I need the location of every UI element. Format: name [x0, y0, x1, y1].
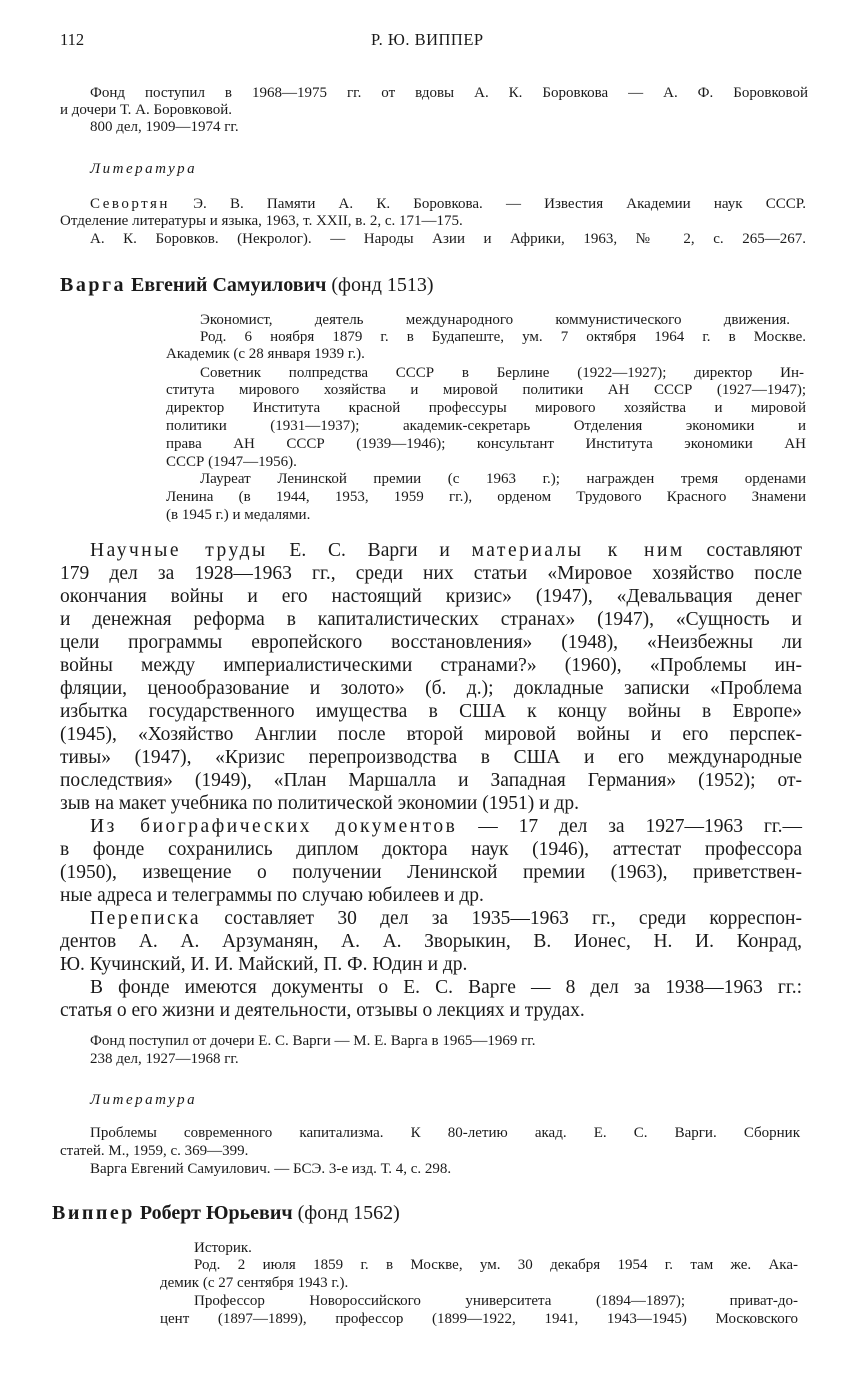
- running-title: Р. Ю. ВИППЕР: [371, 30, 484, 49]
- body-line: ные адреса и телеграммы по случаю юбилеев и др.: [60, 885, 484, 906]
- bio-line: демик (с 27 сентября 1943 г.).: [160, 1275, 349, 1291]
- body-line: фляции, ценообразование и золото» (б. д.); докладные записки «Проблема: [60, 678, 802, 699]
- body-text: — 17 дел за 1927—1963 гг.—: [457, 816, 802, 837]
- fund-note-line: 800 дел, 1909—1974 гг.: [90, 119, 239, 135]
- body-line: последствия» (1949), «План Маршалла и Западная Германия» (1952); от-: [60, 770, 802, 791]
- literature-entry: Отделение литературы и языка, 1963, т. XXII, в. 2, с. 171—175.: [60, 213, 463, 229]
- spaced-term: Научные труды: [90, 540, 268, 561]
- body-text: составляет 30 дел за 1935—1963 гг., среди корреспон-: [201, 908, 802, 929]
- body-line: окончания войны и его настоящий кризис» (1947), «Девальвация денег: [60, 586, 802, 607]
- body-line: зыв на макет учебника по политической экономии (1951) и др.: [60, 793, 579, 814]
- body-line: статья о его жизни и деятельности, отзывы о лекциях и трудах.: [60, 1000, 585, 1021]
- surname-spaced: Варга: [60, 274, 127, 296]
- literature-entry: Варга Евгений Самуилович. — БСЭ. 3-е изд. Т. 4, с. 298.: [90, 1161, 452, 1177]
- body-line: войны между империалистическими странами?» (1960), «Проблемы ин-: [60, 655, 802, 676]
- literature-entry: [90, 197, 806, 212]
- body-text: Е. С. Варги и: [267, 540, 472, 561]
- fund-note-line: Фонд поступил от дочери Е. С. Варги — М. Е. Варга в 1965—1969 гг.: [90, 1033, 536, 1049]
- body-line: цели программы европейского восстановления» (1948), «Неизбежны ли: [60, 632, 802, 653]
- literature-entry: А. К. Боровков. (Некролог). — Народы Азии и Африки, 1963, № 2, с. 265—267.: [90, 231, 806, 247]
- fund-number: (фонд 1562): [292, 1202, 400, 1224]
- body-line: (1945), «Хозяйство Англии после второй мировой войны и его перспек-: [60, 724, 802, 745]
- fund-note-line: 238 дел, 1927—1968 гг.: [90, 1051, 239, 1067]
- spaced-term: материалы к ним: [471, 540, 685, 561]
- bio-line: ститута мирового хозяйства и мировой политики АН СССР (1927—1947);: [166, 382, 806, 398]
- body-line: и денежная реформа в капиталистических странах» (1947), «Сущность и: [60, 609, 802, 630]
- author-spaced: Севортян: [90, 196, 170, 212]
- bio-line: директор Института красной профессуры мирового хозяйства и мировой: [166, 400, 806, 416]
- literature-heading: Литература: [90, 161, 198, 177]
- body-line: (1950), извещение о получении Ленинской премии (1963), приветствен-: [60, 862, 802, 883]
- body-line: [90, 541, 802, 561]
- body-line: в фонде сохранились диплом доктора наук (1946), аттестат профессора: [60, 839, 802, 860]
- bio-line: Академик (с 28 января 1939 г.).: [166, 346, 365, 362]
- bio-line: Род. 2 июля 1859 г. в Москве, ум. 30 декабря 1954 г. там же. Ака-: [194, 1257, 798, 1273]
- fund-note-line: и дочери Т. А. Боровковой.: [60, 102, 232, 118]
- bio-line: Историк.: [194, 1240, 252, 1256]
- body-line: 179 дел за 1928—1963 гг., среди них статьи «Мировое хозяйство после: [60, 563, 802, 584]
- body-line: дентов А. А. Арзуманян, А. А. Зворыкин, В. Ионес, Н. И. Конрад,: [60, 931, 802, 952]
- bio-line: права АН СССР (1939—1946); консультант Института экономики АН: [166, 436, 806, 452]
- body-line: Ю. Кучинский, И. И. Майский, П. Ф. Юдин и др.: [60, 954, 468, 975]
- body-line: избытка государственного имущества в США к концу войны в Европе»: [60, 701, 802, 722]
- bio-line: Лауреат Ленинской премии (с 1963 г.); награжден тремя орденами: [200, 471, 806, 487]
- bio-line: (в 1945 г.) и медалями.: [166, 507, 311, 523]
- body-text: составляют: [684, 540, 802, 561]
- literature-heading: Литература: [90, 1092, 198, 1108]
- spaced-term: Из биографических документов: [90, 816, 458, 837]
- literature-entry: статей. М., 1959, с. 369—399.: [60, 1143, 249, 1159]
- fund-note-line: Фонд поступил в 1968—1975 гг. от вдовы А. К. Боровкова — А. Ф. Боровковой: [90, 85, 808, 101]
- entry-text: Э. В. Памяти А. К. Боровкова. — Известия Академии наук СССР.: [169, 196, 806, 212]
- given-names: Евгений Самуилович: [126, 274, 327, 296]
- body-line: В фонде имеются документы о Е. С. Варге — 8 дел за 1938—1963 гг.:: [90, 977, 802, 998]
- bio-line: политики (1931—1937); академик-секретарь Отделения экономики и: [166, 418, 806, 434]
- body-line: [90, 817, 802, 837]
- body-line: [90, 909, 802, 929]
- bio-line: цент (1897—1899), профессор (1899—1922, 1941, 1943—1945) Московского: [160, 1311, 798, 1327]
- page-number: 112: [60, 30, 85, 49]
- bio-line: Род. 6 ноября 1879 г. в Будапеште, ум. 7 октября 1964 г. в Москве.: [200, 329, 806, 345]
- bio-line: Советник полпредства СССР в Берлине (1922—1927); директор Ин-: [200, 365, 804, 381]
- bio-line: Ленина (в 1944, 1953, 1959 гг.), орденом Трудового Красного Знамени: [166, 489, 806, 505]
- surname-spaced: Виппер: [52, 1202, 135, 1224]
- given-names: Роберт Юрьевич: [134, 1202, 293, 1224]
- body-line: тивы» (1947), «Кризис перепроизводства в США и его международные: [60, 747, 802, 768]
- fund-number: (фонд 1513): [326, 274, 434, 296]
- section-heading-varga: [60, 275, 434, 295]
- literature-entry: Проблемы современного капитализма. К 80-летию акад. Е. С. Варги. Сборник: [90, 1125, 800, 1141]
- bio-line: Экономист, деятель международного коммунистического движения.: [200, 312, 790, 328]
- spaced-term: Переписка: [90, 908, 202, 929]
- bio-line: Профессор Новороссийского университета (1894—1897); приват-до-: [194, 1293, 798, 1309]
- bio-line: СССР (1947—1956).: [166, 454, 297, 470]
- section-heading-vipper: [52, 1203, 400, 1223]
